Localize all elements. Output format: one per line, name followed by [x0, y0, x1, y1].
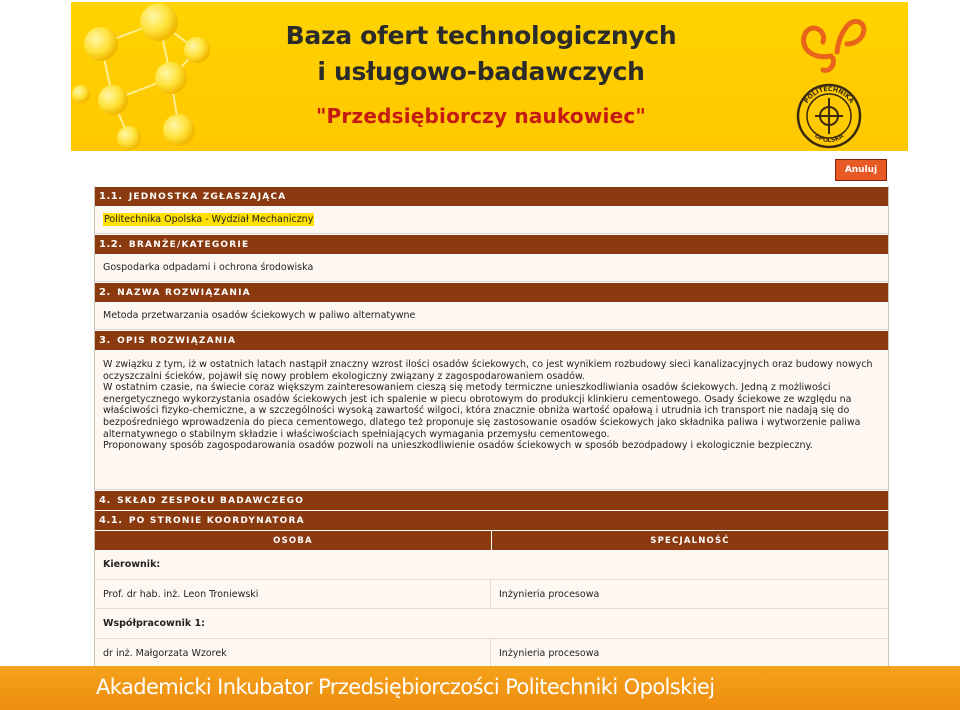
banner-title-line1: Baza ofert technologicznych [285, 21, 677, 50]
role-row-coworker [95, 609, 888, 639]
molecule-logo-icon [71, 2, 221, 151]
footer-text: Akademicki Inkubator Przedsiębiorczości Politechniki Opolskiej [96, 675, 715, 699]
butterfly-logo-icon [793, 8, 873, 78]
section-title: SKŁAD ZESPOŁU BADAWCZEGO [117, 496, 305, 506]
table-row [95, 639, 888, 668]
cancel-button[interactable]: Anuluj [835, 159, 887, 181]
section-number: 2. [99, 287, 111, 298]
section-header-solution-description [95, 330, 888, 350]
categories-value: Gospodarka odpadami i ochrona środowiska [103, 262, 314, 273]
section-number: 4. [99, 495, 111, 506]
section-number: 1.2. [99, 239, 123, 250]
description-paragraph: W związku z tym, iż w ostatnich latach nastąpił znaczny wzrost ilości osadów ściekowych, co jest wynikiem rozbudowy sieci kanalizacyjnych oraz budowy nowych oczyszczalni ścieków, pojawił się nowy problem ekologiczny związany z zagospodarowaniem osadów. [103, 359, 873, 382]
description-paragraph: Proponowany sposób zagospodarowania osadów pozwoli na unieszkodliwienie osadów ściekowych w sposób bezodpadowy i ekologicznie bezpieczny. [103, 440, 813, 452]
section-header-research-team [95, 490, 888, 510]
column-header-specialty: SPECJALNOŚĆ [650, 535, 730, 546]
categories-field [95, 254, 888, 282]
section-title: NAZWA ROZWIĄZANIA [117, 288, 251, 298]
section-header-categories [95, 234, 888, 254]
solution-description [95, 350, 888, 490]
politechnika-seal-icon [795, 82, 863, 150]
solution-name-field [95, 302, 888, 330]
banner-subtitle: "Przedsiębiorczy naukowiec" [315, 104, 647, 128]
section-title: JEDNOSTKA ZGŁASZAJĄCA [128, 192, 287, 202]
description-paragraph: W ostatnim czasie, na świecie coraz większym zainteresowaniem cieszą się metody termiczne unieszkodliwiania osadów ściekowych. Jedną z możliwości energetycznego wykorzystania osadów ściekowych jest ich spalenie w piecu obrotowym do produkcji klinkieru cementowego. Osady ściekowe ze względu na właściwości fizyko-chemiczne, a w szczególności wysoką zawartość wilgoci, która znacznie obniża wartość opałową i utrudnia ich transport nie nadają się do bezpośredniego wprowadzenia do pieca cementowego, dlatego też proponuje się zastosowanie osadów ściekowych jako składnika paliwa i wytworzenie paliwa alternatywnego o stabilnym składzie i właściwościach spełniających wymagania przemysłu cementowego. [103, 382, 861, 440]
person-specialty: Inżynieria procesowa [499, 647, 600, 659]
role-label: Współpracownik 1: [103, 618, 205, 629]
banner-title [221, 18, 741, 90]
reporting-unit-value: Politechnika Opolska - Wydział Mechaniczny [104, 214, 314, 225]
solution-name-value: Metoda przetwarzania osadów ściekowych w paliwo alternatywne [103, 310, 416, 321]
role-row-leader [95, 550, 888, 580]
section-number: 3. [99, 335, 111, 346]
person-name: Prof. dr hab. inż. Leon Troniewski [95, 580, 491, 608]
footer-bar [0, 666, 960, 710]
header-banner [71, 2, 908, 151]
team-table-header [95, 530, 888, 550]
offer-form [94, 186, 889, 668]
person-specialty: Inżynieria procesowa [499, 588, 600, 600]
section-number: 1.1. [99, 191, 123, 202]
seal-text-top: POLITECHNIKA [803, 85, 855, 105]
person-name: dr inż. Małgorzata Wzorek [95, 639, 491, 667]
reporting-unit-field [95, 206, 888, 234]
role-label: Kierownik: [103, 559, 161, 570]
section-number: 4.1. [99, 515, 123, 526]
table-row [95, 580, 888, 609]
banner-title-line2: i usługowo-badawczych [317, 57, 645, 86]
section-header-solution-name [95, 282, 888, 302]
section-header-reporting-unit [95, 186, 888, 206]
section-title: PO STRONIE KOORDYNATORA [128, 516, 305, 526]
section-header-coordinator-side [95, 510, 888, 530]
column-header-person: OSOBA [95, 531, 492, 550]
seal-text-bottom: OPOLSKA [813, 132, 845, 145]
section-title: BRANŻE/KATEGORIE [128, 240, 250, 250]
section-title: OPIS ROZWIĄZANIA [117, 336, 237, 346]
